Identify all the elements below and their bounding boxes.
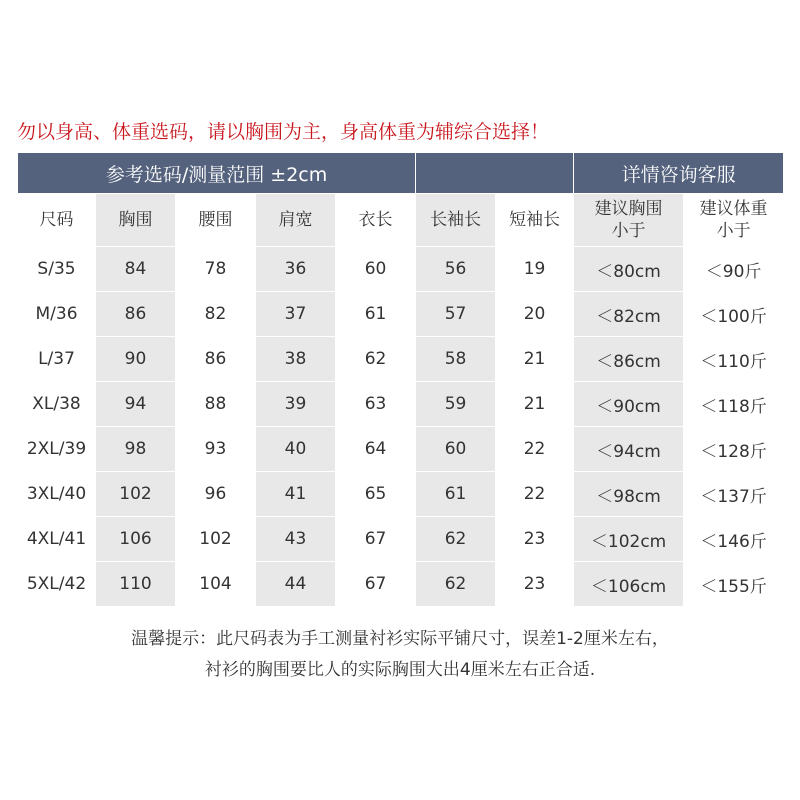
table-row — [18, 337, 784, 382]
column-header-row — [18, 194, 784, 247]
column-header — [574, 194, 684, 247]
size-cell: M/36 — [18, 292, 96, 337]
table-cell: 82 — [176, 292, 256, 337]
table-banner-row — [18, 153, 784, 194]
column-header — [684, 194, 784, 247]
size-cell: XL/38 — [18, 382, 96, 427]
table-cell: 39 — [256, 382, 336, 427]
size-cell: L/37 — [18, 337, 96, 382]
warning-text: 勿以身高、体重选码，请以胸围为主，身高体重为辅综合选择！ — [17, 121, 550, 143]
table-cell: 98 — [96, 427, 176, 472]
table-row — [18, 382, 784, 427]
table-cell: 20 — [496, 292, 574, 337]
table-cell: ＜102cm — [574, 517, 684, 562]
table-cell: ＜80cm — [574, 247, 684, 292]
table-cell: ＜100斤 — [684, 292, 784, 337]
table-cell: 36 — [256, 247, 336, 292]
column-header: 尺码 — [18, 194, 96, 247]
table-cell: 110 — [96, 562, 176, 607]
table-cell: ＜128斤 — [684, 427, 784, 472]
table-cell: 63 — [336, 382, 416, 427]
size-cell: 2XL/39 — [18, 427, 96, 472]
table-cell: 65 — [336, 472, 416, 517]
table-cell: 38 — [256, 337, 336, 382]
table-cell: 60 — [416, 427, 496, 472]
column-header: 衣长 — [336, 194, 416, 247]
table-cell: ＜98cm — [574, 472, 684, 517]
column-header: 短袖长 — [496, 194, 574, 247]
table-cell: 62 — [336, 337, 416, 382]
table-cell: 40 — [256, 427, 336, 472]
table-row — [18, 292, 784, 337]
column-header: 胸围 — [96, 194, 176, 247]
table-cell: ＜90cm — [574, 382, 684, 427]
table-cell: ＜146斤 — [684, 517, 784, 562]
size-cell: 5XL/42 — [18, 562, 96, 607]
table-cell: ＜94cm — [574, 427, 684, 472]
table-cell: 22 — [496, 472, 574, 517]
table-cell: 21 — [496, 337, 574, 382]
table-cell: 102 — [176, 517, 256, 562]
table-cell: 90 — [96, 337, 176, 382]
table-cell: 94 — [96, 382, 176, 427]
tip-line-1: 温馨提示：此尺码表为手工测量衬衫实际平铺尺寸，误差1-2厘米左右， — [131, 629, 669, 649]
tip-line-2: 衬衫的胸围要比人的实际胸围大出4厘米左右正合适. — [204, 660, 596, 680]
table-cell: 64 — [336, 427, 416, 472]
table-cell: 104 — [176, 562, 256, 607]
table-cell: 44 — [256, 562, 336, 607]
column-header-line: 小于 — [611, 221, 646, 241]
table-cell: 62 — [416, 517, 496, 562]
table-cell: 60 — [336, 247, 416, 292]
banner-left: 参考选码/测量范围 ±2cm — [18, 153, 416, 194]
table-cell: 67 — [336, 562, 416, 607]
banner-right: 详情咨询客服 — [574, 153, 784, 194]
column-header: 腰围 — [176, 194, 256, 247]
table-cell: 19 — [496, 247, 574, 292]
table-cell: 22 — [496, 427, 574, 472]
table-cell: 88 — [176, 382, 256, 427]
table-cell: 106 — [96, 517, 176, 562]
table-cell: 57 — [416, 292, 496, 337]
table-cell: 93 — [176, 427, 256, 472]
table-row — [18, 517, 784, 562]
table-cell: ＜118斤 — [684, 382, 784, 427]
table-cell: ＜110斤 — [684, 337, 784, 382]
table-cell: 84 — [96, 247, 176, 292]
table-cell: 58 — [416, 337, 496, 382]
table-cell: 102 — [96, 472, 176, 517]
table-cell: ＜90斤 — [684, 247, 784, 292]
size-chart-table — [17, 152, 784, 607]
column-header-line: 小于 — [716, 221, 751, 241]
table-cell: 59 — [416, 382, 496, 427]
table-cell: ＜155斤 — [684, 562, 784, 607]
table-cell: 56 — [416, 247, 496, 292]
column-header-line: 建议体重 — [699, 199, 768, 219]
table-cell: 86 — [176, 337, 256, 382]
size-cell: S/35 — [18, 247, 96, 292]
table-row — [18, 472, 784, 517]
table-cell: 67 — [336, 517, 416, 562]
table-cell: 41 — [256, 472, 336, 517]
table-cell: 62 — [416, 562, 496, 607]
table-row — [18, 562, 784, 607]
table-cell: 43 — [256, 517, 336, 562]
table-cell: 78 — [176, 247, 256, 292]
table-cell: 86 — [96, 292, 176, 337]
tip-note — [0, 624, 800, 686]
table-cell: 61 — [336, 292, 416, 337]
table-cell: 21 — [496, 382, 574, 427]
table-cell: ＜82cm — [574, 292, 684, 337]
table-cell: 96 — [176, 472, 256, 517]
table-cell: 23 — [496, 517, 574, 562]
column-header: 肩宽 — [256, 194, 336, 247]
size-cell: 3XL/40 — [18, 472, 96, 517]
table-cell: 61 — [416, 472, 496, 517]
table-cell: ＜106cm — [574, 562, 684, 607]
column-header: 长袖长 — [416, 194, 496, 247]
table-cell: ＜86cm — [574, 337, 684, 382]
table-cell: 37 — [256, 292, 336, 337]
table-cell: 23 — [496, 562, 574, 607]
table-row — [18, 247, 784, 292]
size-cell: 4XL/41 — [18, 517, 96, 562]
column-header-line: 建议胸围 — [594, 199, 663, 219]
table-cell: ＜137斤 — [684, 472, 784, 517]
table-row — [18, 427, 784, 472]
